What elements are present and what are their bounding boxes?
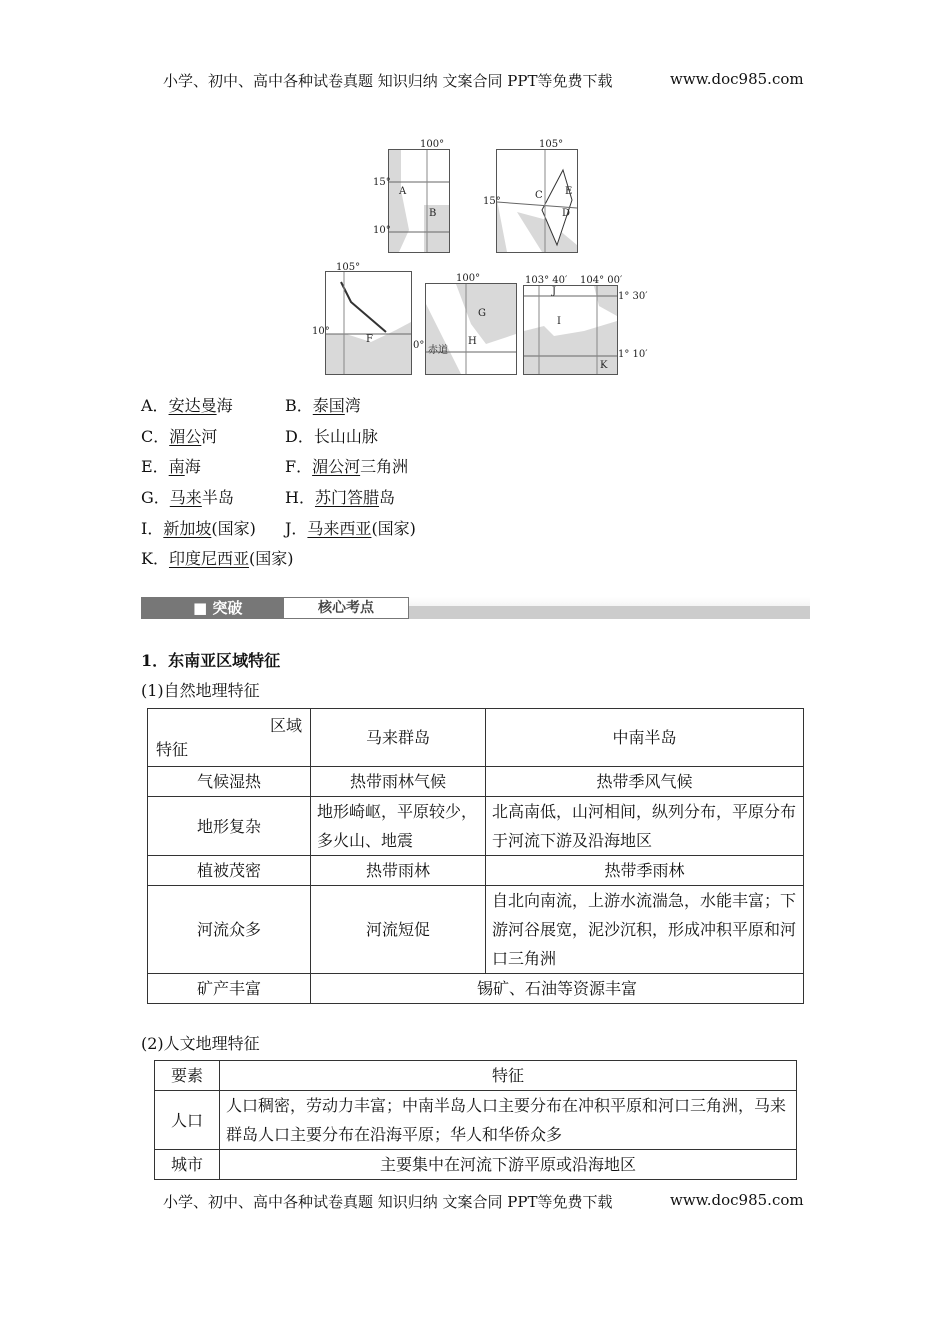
option-u: 泰国 [312, 396, 345, 415]
cell: 矿产丰富 [148, 974, 311, 1004]
map-thailand-west [388, 149, 450, 253]
option-key: D． [285, 427, 314, 446]
corner-top: 区域 [269, 715, 302, 735]
map-label-f: F [366, 334, 373, 345]
option-rest: 湾 [344, 396, 361, 415]
cell: 人口稠密，劳动力丰富；中南半岛人口主要分布在冲积平原和河口三角洲，马来群岛人口主要分布在沿海平原；华人和华侨众多 [220, 1091, 797, 1150]
cell: 热带季雨林 [486, 856, 804, 886]
option-key: H． [285, 488, 315, 507]
map5-lat1: 1° 30′ [618, 291, 648, 302]
map5-lon2: 104° 00′ [580, 275, 623, 286]
option-key: I． [141, 519, 164, 538]
map-label-h: H [468, 336, 477, 347]
cell: 热带雨林气候 [311, 767, 486, 797]
option-u: 马来西亚 [307, 519, 372, 538]
cell: 地形复杂 [148, 797, 311, 856]
map-label-i: I [557, 316, 561, 327]
header-element: 要素 [155, 1061, 220, 1091]
option-key: F． [285, 457, 313, 476]
banner-right: 核心考点 [283, 597, 409, 619]
cell: 人口 [155, 1091, 220, 1150]
natural-features-table [147, 708, 804, 1004]
cell: 地形崎岖，平原较少，多火山、地震 [311, 797, 486, 856]
map5-lon1: 103° 40′ [525, 275, 568, 286]
cell: 主要集中在河流下游平原或沿海地区 [220, 1150, 797, 1180]
cell: 气候湿热 [148, 767, 311, 797]
map-label-a: A [399, 186, 407, 197]
option-item [285, 516, 416, 539]
option-item [141, 546, 293, 569]
option-key: G． [141, 488, 170, 507]
option-u: 湄公 [169, 427, 202, 446]
option-rest: 三角洲 [360, 457, 409, 476]
section-title: 1．东南亚区域特征 [141, 651, 281, 670]
banner-bar [409, 606, 810, 619]
option-u: 安达曼 [168, 396, 217, 415]
option-u: 南 [168, 457, 185, 476]
section-banner [141, 597, 810, 619]
map-label-k: K [600, 360, 608, 371]
map1-lon: 100° [420, 139, 445, 150]
map-label-b: B [429, 208, 437, 219]
option-key: A． [141, 396, 169, 415]
option-rest: 海 [216, 396, 233, 415]
cell: 北高南低，山河相间，纵列分布，平原分布于河流下游及沿海地区 [486, 797, 804, 856]
header-text: 小学、初中、高中各种试卷真题 知识归纳 文案合同 PPT等免费下载 [163, 72, 613, 90]
option-key: B． [285, 396, 313, 415]
map-malay-peninsula [425, 283, 517, 375]
map2-lon: 105° [539, 139, 564, 150]
map-equator-label: 赤道 [428, 345, 448, 356]
footer-url[interactable]: www.doc985.com [670, 1191, 804, 1209]
corner-cell [148, 709, 311, 767]
option-key: J． [285, 519, 308, 538]
footer-text: 小学、初中、高中各种试卷真题 知识归纳 文案合同 PPT等免费下载 [163, 1193, 613, 1211]
cell: 城市 [155, 1150, 220, 1180]
option-item [141, 516, 256, 539]
cell: 锡矿、石油等资源丰富 [311, 974, 804, 1004]
subsection-natural: (1)自然地理特征 [141, 681, 260, 700]
header-indochina: 中南半岛 [486, 709, 804, 767]
map4-lat: 0° [413, 340, 425, 351]
option-item [141, 393, 233, 416]
map-indochina [496, 149, 578, 253]
cell: 植被茂密 [148, 856, 311, 886]
option-item [141, 485, 234, 508]
option-rest: 河 [201, 427, 218, 446]
map-label-e: E [565, 186, 573, 197]
option-item [285, 424, 378, 447]
option-u: 湄公河 [312, 457, 361, 476]
option-item [141, 454, 201, 477]
option-rest: 海 [184, 457, 201, 476]
option-item [285, 485, 395, 508]
corner-bottom: 特征 [156, 739, 189, 759]
subsection-human: (2)人文地理特征 [141, 1034, 260, 1053]
cell: 热带季风气候 [486, 767, 804, 797]
option-u: 马来 [169, 488, 202, 507]
map4-lon: 100° [456, 273, 481, 284]
map-mekong-delta [325, 271, 412, 375]
option-rest: 半岛 [201, 488, 234, 507]
option-u: 新加坡 [163, 519, 212, 538]
option-item [141, 424, 217, 447]
map-label-c: C [535, 190, 543, 201]
header-url[interactable]: www.doc985.com [670, 70, 804, 88]
option-rest: (国家) [211, 519, 256, 538]
option-rest: (国家) [371, 519, 416, 538]
map1-lat2: 10° [373, 225, 391, 236]
map2-lat: 15° [483, 196, 501, 207]
cell: 河流众多 [148, 886, 311, 974]
cell: 河流短促 [311, 886, 486, 974]
option-u: 苏门答腊 [314, 488, 379, 507]
option-u: 印度尼西亚 [168, 549, 249, 568]
option-key: K． [141, 549, 169, 568]
option-item [285, 393, 361, 416]
header-feature: 特征 [220, 1061, 797, 1091]
map3-lat: 10° [312, 326, 330, 337]
banner-left-text: 突破 [212, 599, 243, 617]
option-item [285, 454, 408, 477]
cell: 热带雨林 [311, 856, 486, 886]
map-singapore [523, 285, 618, 375]
banner-left: ■ 突破 [141, 597, 283, 619]
map1-lat1: 15° [373, 177, 391, 188]
header-malay-archipelago: 马来群岛 [311, 709, 486, 767]
human-features-table [154, 1060, 797, 1180]
option-key: E． [141, 457, 169, 476]
map3-lon: 105° [336, 262, 361, 273]
option-rest: (国家) [248, 549, 294, 568]
map-label-j: J [552, 286, 557, 297]
map-label-g: G [478, 308, 486, 319]
option-key: C． [141, 427, 170, 446]
option-rest: 长山山脉 [313, 427, 378, 446]
cell: 自北向南流，上游水流湍急，水能丰富；下游河谷展宽，泥沙沉积，形成冲积平原和河口三角洲 [486, 886, 804, 974]
map5-lat2: 1° 10′ [618, 349, 648, 360]
option-rest: 岛 [378, 488, 395, 507]
map-label-d: D [562, 208, 571, 219]
